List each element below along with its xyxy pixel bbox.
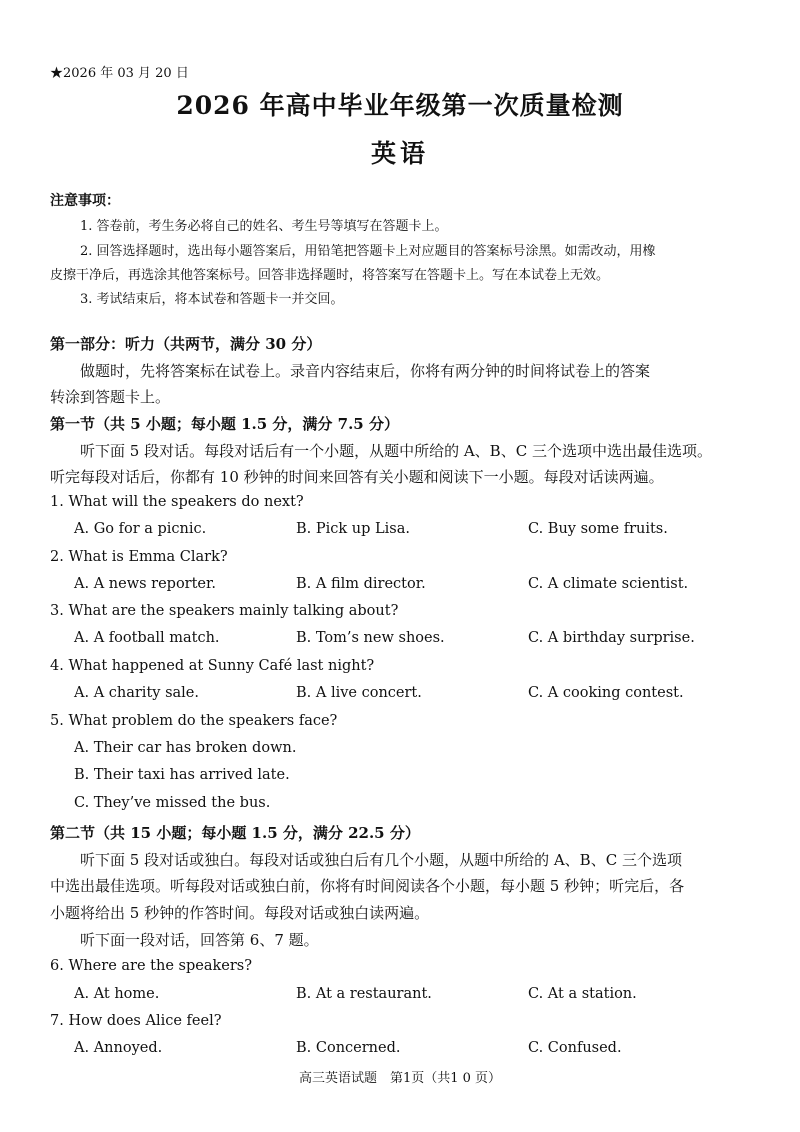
note-item: 3. 考试结束后，将本试卷和答题卡一并交回。 [80, 292, 344, 307]
option-b: B. A film director. [296, 576, 426, 592]
section1-intro-line: 听下面 5 段对话。每段对话后有一个小题，从题中所给的 A、B、C 三个选项中选出最佳选项。 [80, 442, 712, 460]
question-stem: 1. What will the speakers do next? [50, 494, 304, 510]
option-c: C. A birthday surprise. [528, 630, 695, 646]
option-b: B. Their taxi has arrived late. [74, 767, 290, 783]
option-b: B. Concerned. [296, 1040, 401, 1056]
option-c: C. At a station. [528, 986, 637, 1002]
question-stem: 2. What is Emma Clark? [50, 549, 228, 565]
section2-heading: 第二节（共 15 小题；每小题 1.5 分，满分 22.5 分） [50, 824, 420, 842]
option-a: A. Annoyed. [74, 1040, 163, 1056]
question-stem: 5. What problem do the speakers face? [50, 713, 338, 729]
option-c: C. Confused. [528, 1040, 622, 1056]
section2-sub-intro: 听下面一段对话，回答第 6、7 题。 [80, 931, 319, 949]
option-b: B. At a restaurant. [296, 986, 432, 1002]
page-footer: 高三英语试题 第1页（共1 0 页） [298, 1071, 502, 1086]
note-item: 皮擦干净后，再选涂其他答案标号。回答非选择题时，将答案写在答题卡上。写在本试卷上无效。 [50, 268, 610, 283]
exam-subject: 英语 [370, 139, 429, 168]
note-item: 1. 答卷前，考生务必将自己的姓名、考生号等填写在答题卡上。 [80, 219, 448, 234]
option-a: A. A football match. [74, 630, 220, 646]
option-a: A. Go for a picnic. [74, 521, 207, 537]
question-stem: 4. What happened at Sunny Café last night? [50, 658, 375, 674]
option-a: A. A charity sale. [74, 685, 199, 701]
section2-intro-line: 中选出最佳选项。听每段对话或独白前，你将有时间阅读各个小题，每小题 5 秒钟；听完后，各 [50, 877, 685, 895]
section1-intro-line: 听完每段对话后，你都有 10 秒钟的时间来回答有关小题和阅读下一小题。每段对话读两遍。 [50, 468, 664, 486]
section1-heading: 第一节（共 5 小题；每小题 1.5 分，满分 7.5 分） [50, 415, 399, 433]
exam-title: 2026 年高中毕业年级第一次质量检测 [176, 91, 624, 120]
question-stem: 7. How does Alice feel? [50, 1013, 222, 1029]
section2-intro-line: 小题将给出 5 秒钟的作答时间。每段对话或独白读两遍。 [50, 904, 430, 922]
notes-heading: 注意事项： [50, 193, 120, 209]
option-c: C. A climate scientist. [528, 576, 689, 592]
question-stem: 6. Where are the speakers? [50, 958, 252, 974]
part1-intro-line: 转涂到答题卡上。 [50, 388, 171, 406]
option-c: C. Buy some fruits. [528, 521, 668, 537]
exam-date: ★2026 年 03 月 20 日 [50, 66, 189, 81]
option-b: B. A live concert. [296, 685, 422, 701]
option-c: C. They’ve missed the bus. [74, 795, 271, 811]
question-stem: 3. What are the speakers mainly talking about? [50, 603, 399, 619]
option-b: B. Pick up Lisa. [296, 521, 410, 537]
option-a: A. A news reporter. [74, 576, 216, 592]
option-a: A. At home. [74, 986, 160, 1002]
option-b: B. Tom’s new shoes. [296, 630, 445, 646]
option-c: C. A cooking contest. [528, 685, 684, 701]
note-item: 2. 回答选择题时，选出每小题答案后，用铅笔把答题卡上对应题目的答案标号涂黑。如需改动，用橡 [80, 244, 656, 259]
option-a: A. Their car has broken down. [74, 740, 297, 756]
section2-intro-line: 听下面 5 段对话或独白。每段对话或独白后有几个小题，从题中所给的 A、B、C 三个选项 [80, 851, 682, 869]
part1-intro-line: 做题时，先将答案标在试卷上。录音内容结束后，你将有两分钟的时间将试卷上的答案 [80, 362, 651, 380]
part1-heading: 第一部分：听力（共两节，满分 30 分） [50, 335, 322, 353]
